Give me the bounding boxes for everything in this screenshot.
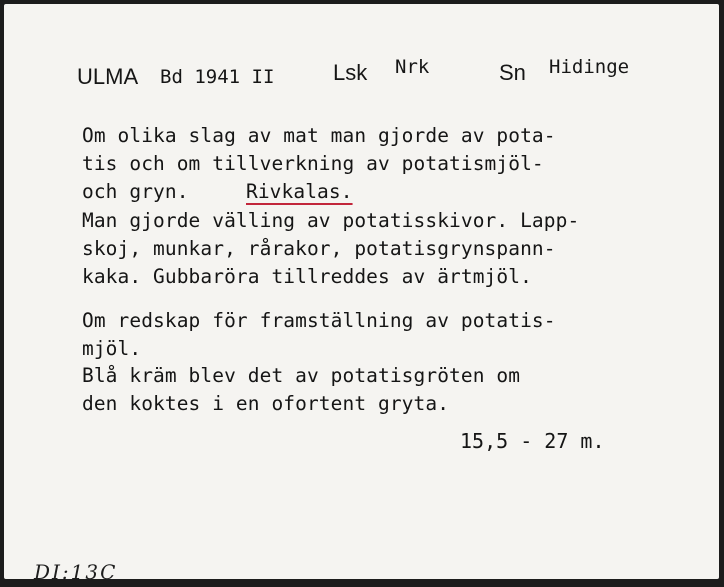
archive-stamp: ULMA [77, 64, 139, 89]
sn-value: Hidinge [549, 56, 630, 78]
sn-label: Sn [499, 60, 526, 85]
handwritten-reference: DI:13C [34, 560, 118, 584]
measurement-text: 15,5 - 27 m. [460, 429, 605, 453]
body-line: skoj, munkar, rårakor, potatisgrynspann- [82, 237, 556, 260]
body-line: Blå kräm blev det av potatisgröten om [82, 364, 521, 387]
lsk-value: Nrk [395, 56, 430, 78]
body-line: och gryn. [82, 180, 189, 203]
body-line: kaka. Gubbaröra tillreddes av ärtmjöl. [82, 265, 532, 288]
volume-text: Bd 1941 II [160, 66, 275, 88]
body-line: Om redskap för framställning av potatis- [82, 309, 556, 332]
body-heading-underlined: Rivkalas. [246, 180, 353, 203]
body-line: den koktes i en ofortent gryta. [82, 392, 450, 415]
lsk-label: Lsk [333, 60, 368, 85]
index-card [4, 4, 719, 584]
body-line: Om olika slag av mat man gjorde av pota- [82, 124, 556, 147]
body-line: Man gjorde välling av potatisskivor. Lapp- [82, 209, 580, 232]
body-line: mjöl. [82, 337, 142, 360]
body-line: tis och om tillverkning av potatismjöl- [82, 152, 544, 175]
